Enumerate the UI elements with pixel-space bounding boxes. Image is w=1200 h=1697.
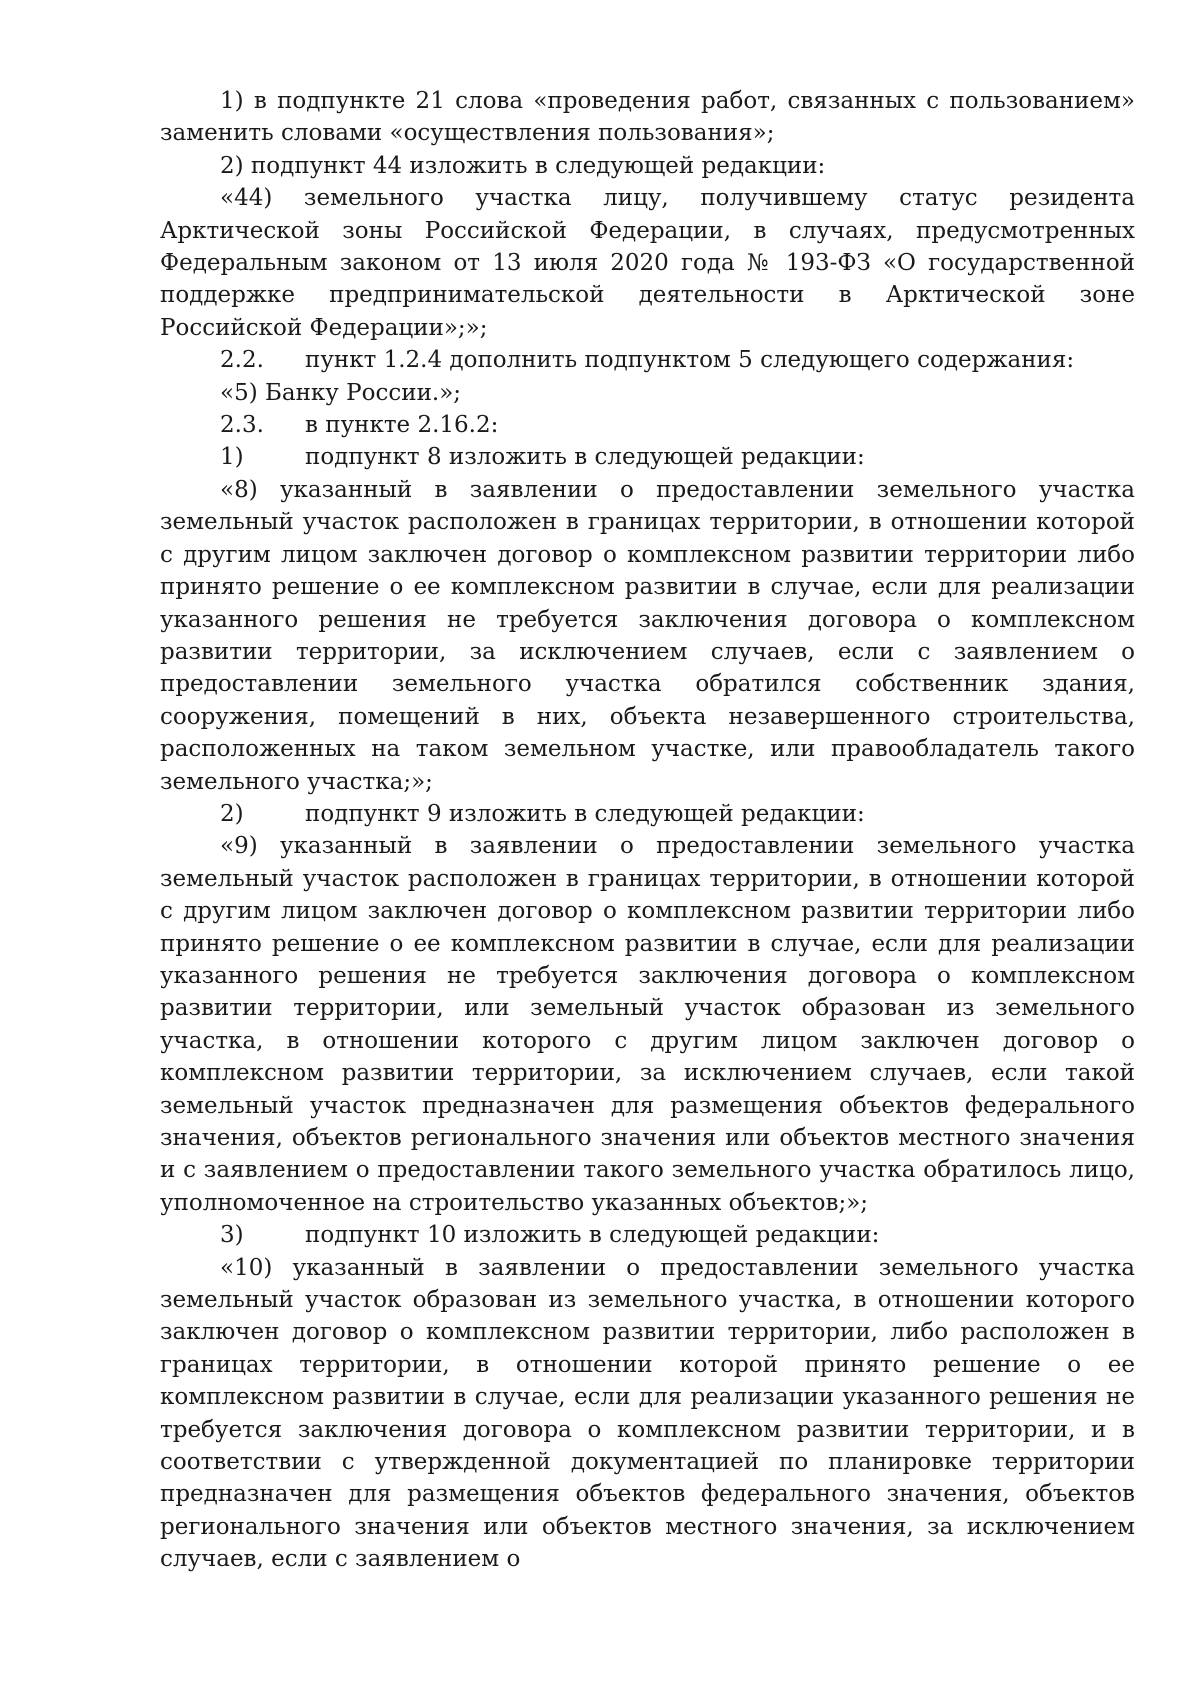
clause-2-3 bbox=[160, 409, 1135, 441]
clause-text: в пункте 2.16.2: bbox=[305, 412, 499, 439]
subclause-number: 3) bbox=[220, 1222, 244, 1249]
paragraph-subitem-1: 1) в подпункте 21 слова «проведения работ, связанных с пользованием» заменить словами «осуществления пользования»; bbox=[160, 88, 1135, 147]
subclause-text: подпункт 9 изложить в следующей редакции: bbox=[305, 800, 865, 827]
subclause-number: 1) bbox=[220, 444, 244, 471]
subclause-1 bbox=[160, 441, 1135, 473]
document-body bbox=[160, 85, 1135, 1576]
paragraph-subitem-2: 2) подпункт 44 изложить в следующей редакции: bbox=[220, 152, 826, 179]
quote-subitem-5: «5) Банку России.»; bbox=[220, 379, 462, 406]
subclause-number: 2) bbox=[220, 800, 244, 827]
clause-text: пункт 1.2.4 дополнить подпунктом 5 следующего содержания: bbox=[305, 347, 1075, 374]
clause-2-2 bbox=[160, 344, 1135, 376]
subclause-3 bbox=[160, 1219, 1135, 1251]
quote-subitem-8: «8) указанный в заявлении о предоставлении земельного участка земельный участок расположен в границах территории, в отношении которой с другим лицом заключен договор о комплексном развитии территории либо принято решение о ее комплексном развитии в случае, если для реализации указанного решения не требуется заключения договора о комплексном развитии территории, за исключением случаев, если с заявлением о предоставлении земельного участка обратился собственник здания, сооружения, помещений в них, объекта незавершенного строительства, расположенных на таком земельном участке, или правообладатель такого земельного участка;»; bbox=[160, 476, 1135, 795]
quote-subitem-10: «10) указанный в заявлении о предоставлении земельного участка земельный участок образован из земельного участка, в отношении которого заключен договор о комплексном развитии территории, либо расположен в границах территории, в отношении которой принято решение о ее комплексном развитии в случае, если для реализации указанного решения не требуется заключения договора о комплексном развитии территории, и в соответствии с утвержденной документацией по планировке территории предназначен для размещения объектов федерального значения, объектов регионального значения или объектов местного значения, за исключением случаев, если с заявлением о bbox=[160, 1254, 1135, 1573]
quote-subitem-44: «44) земельного участка лицу, получившему статус резидента Арктической зоны Российской Федерации, в случаях, предусмотренных Федеральным законом от 13 июля 2020 года № 193-ФЗ «О государственной поддержке предпринимательской деятельности в Арктической зоне Российской Федерации»;»; bbox=[160, 185, 1135, 341]
subclause-2 bbox=[160, 798, 1135, 830]
subclause-text: подпункт 8 изложить в следующей редакции: bbox=[305, 444, 865, 471]
quote-subitem-9: «9) указанный в заявлении о предоставлении земельного участка земельный участок расположен в границах территории, в отношении которой с другим лицом заключен договор о комплексном развитии территории либо принято решение о ее комплексном развитии в случае, если для реализации указанного решения не требуется заключения договора о комплексном развитии территории, или земельный участок образован из земельного участка, в отношении которого с другим лицом заключен договор о комплексном развитии территории, за исключением случаев, если такой земельный участок предназначен для размещения объектов федерального значения, объектов регионального значения или объектов местного значения и с заявлением о предоставлении такого земельного участка обратилось лицо, уполномоченное на строительство указанных объектов;»; bbox=[160, 833, 1135, 1216]
subclause-text: подпункт 10 изложить в следующей редакции: bbox=[305, 1222, 880, 1249]
clause-number: 2.2. bbox=[220, 347, 264, 374]
clause-number: 2.3. bbox=[220, 412, 264, 439]
